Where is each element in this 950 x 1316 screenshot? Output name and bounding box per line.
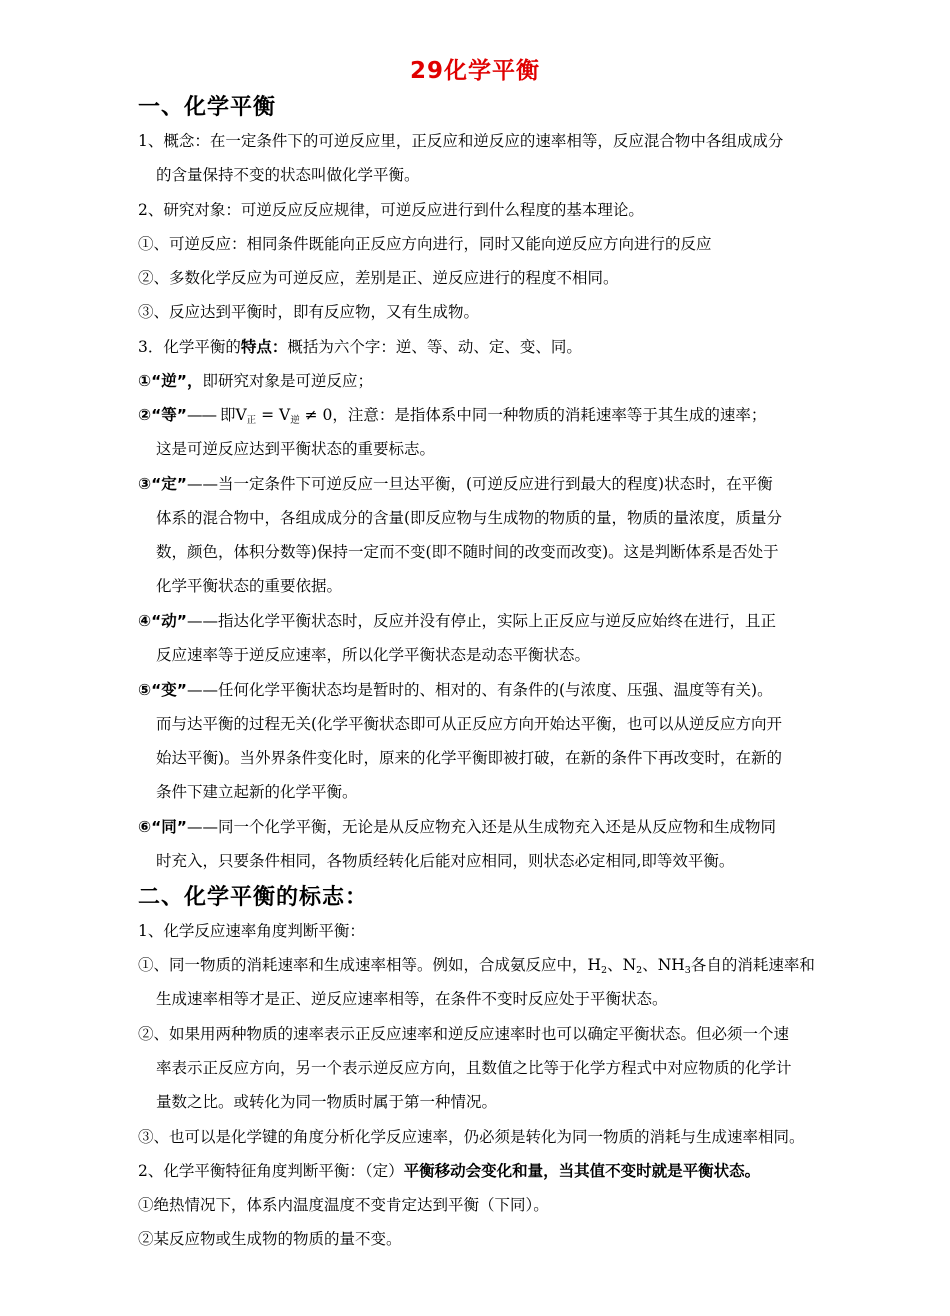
section-heading-1: 一、化学平衡 xyxy=(138,95,277,120)
feature-reverse: ①“逆”，即研究对象是可逆反应； xyxy=(138,372,374,390)
paragraph-concept-line2: 的含量保持不变的状态叫做化学平衡。 xyxy=(156,166,420,184)
feature-label: ③“定” xyxy=(138,475,187,493)
page-title: 29化学平衡 xyxy=(409,58,540,84)
item-most-reactions: ②、多数化学反应为可逆反应，差别是正、逆反应进行的程度不相同。 xyxy=(138,269,619,287)
feature-change-line2: 而与达平衡的过程无关(化学平衡状态即可从正反应方向开始达平衡，也可以从逆反应方向开 xyxy=(156,715,783,733)
feature-fixed-line2: 体系的混合物中，各组成成分的含量(即反应物与生成物的物质的量，物质的量浓度，质量分 xyxy=(156,509,783,527)
item-two-substances-line1: ②、如果用两种物质的速率表示正反应速率和逆反应速率时也可以确定平衡状态。但必须一个速 xyxy=(138,1025,790,1043)
item-adiabatic: ①绝热情况下，体系内温度温度不变肯定达到平衡（下同）。 xyxy=(138,1196,549,1214)
paragraph-feature-judge: 2、化学平衡特征角度判断平衡：（定）平衡移动会变化和量，当其值不变时就是平衡状态。 xyxy=(138,1162,761,1180)
item-amount-constant: ②某反应物或生成物的物质的量不变。 xyxy=(138,1230,402,1248)
item-two-substances-line3: 量数之比。或转化为同一物质时属于第一种情况。 xyxy=(156,1093,498,1111)
paragraph-rate-judge: 1、化学反应速率角度判断平衡： xyxy=(138,922,365,940)
item-chemical-bond: ③、也可以是化学键的角度分析化学反应速率，仍必须是转化为同一物质的消耗与生成速率相同。 xyxy=(138,1128,805,1146)
feature-dynamic-line2: 反应速率等于逆反应速率，所以化学平衡状态是动态平衡状态。 xyxy=(156,646,591,664)
feature-label: ①“逆”， xyxy=(138,372,203,390)
features-bold: 特点： xyxy=(240,338,288,356)
item-equilibrium-reached: ③、反应达到平衡时，即有反应物，又有生成物。 xyxy=(138,303,480,321)
feature-dynamic-line1: ④“动”——指达化学平衡状态时，反应并没有停止，实际上正反应与逆反应始终在进行，且正 xyxy=(138,612,777,630)
feature-change-line3: 始达平衡)。当外界条件变化时，原来的化学平衡即被打破，在新的条件下再改变时，在新的 xyxy=(156,749,783,767)
feature-judge-bold: 平衡移动会变化和量，当其值不变时就是平衡状态。 xyxy=(403,1162,761,1180)
feature-equal-line1: ②“等”—— 即V正 = V逆 ≠ 0，注意：是指体系中同一种物质的消耗速率等于其生成的速率； xyxy=(138,406,767,426)
feature-fixed-line1: ③“定”——当一定条件下可逆反应一旦达平衡，(可逆反应进行到最大的程度)状态时，在平衡 xyxy=(138,475,773,493)
feature-same-line2: 时充入，只要条件相同，各物质经转化后能对应相同，则状态必定相同,即等效平衡。 xyxy=(156,852,735,870)
item-reversible-reaction: ①、可逆反应：相同条件既能向正反应方向进行，同时又能向逆反应方向进行的反应 xyxy=(138,235,712,253)
feature-change-line1: ⑤“变”——任何化学平衡状态均是暂时的、相对的、有条件的(与浓度、压强、温度等有关)。 xyxy=(138,681,773,699)
feature-label: ⑤“变” xyxy=(138,681,187,699)
feature-change-line4: 条件下建立起新的化学平衡。 xyxy=(156,783,358,801)
feature-fixed-line3: 数，颜色，体积分数等)保持一定而不变(即不随时间的改变而改变)。这是判断体系是否处于 xyxy=(156,543,779,561)
item-same-substance-line1: ①、同一物质的消耗速率和生成速率相等。例如，合成氨反应中，H2、N2、NH3各自的消耗速率和 xyxy=(138,956,815,976)
item-two-substances-line2: 率表示正反应方向，另一个表示逆反应方向，且数值之比等于化学方程式中对应物质的化学计 xyxy=(156,1059,792,1077)
feature-equal-line2: 这是可逆反应达到平衡状态的重要标志。 xyxy=(156,440,436,458)
feature-fixed-line4: 化学平衡状态的重要依据。 xyxy=(156,577,343,595)
feature-label: ②“等” xyxy=(138,406,187,424)
feature-label: ⑥“同” xyxy=(138,818,187,836)
feature-label: ④“动” xyxy=(138,612,187,630)
section-heading-2: 二、化学平衡的标志： xyxy=(138,885,369,910)
item-same-substance-line2: 生成速率相等才是正、逆反应速率相等，在条件不变时反应处于平衡状态。 xyxy=(156,990,668,1008)
paragraph-features: 3．化学平衡的特点：概括为六个字：逆、等、动、定、变、同。 xyxy=(138,338,582,356)
paragraph-research-object: 2、研究对象：可逆反应反应规律，可逆反应进行到什么程度的基本理论。 xyxy=(138,201,644,219)
feature-same-line1: ⑥“同”——同一个化学平衡，无论是从反应物充入还是从生成物充入还是从反应物和生成物同 xyxy=(138,818,777,836)
paragraph-concept-line1: 1、概念：在一定条件下的可逆反应里，正反应和逆反应的速率相等，反应混合物中各组成成分 xyxy=(138,132,784,150)
